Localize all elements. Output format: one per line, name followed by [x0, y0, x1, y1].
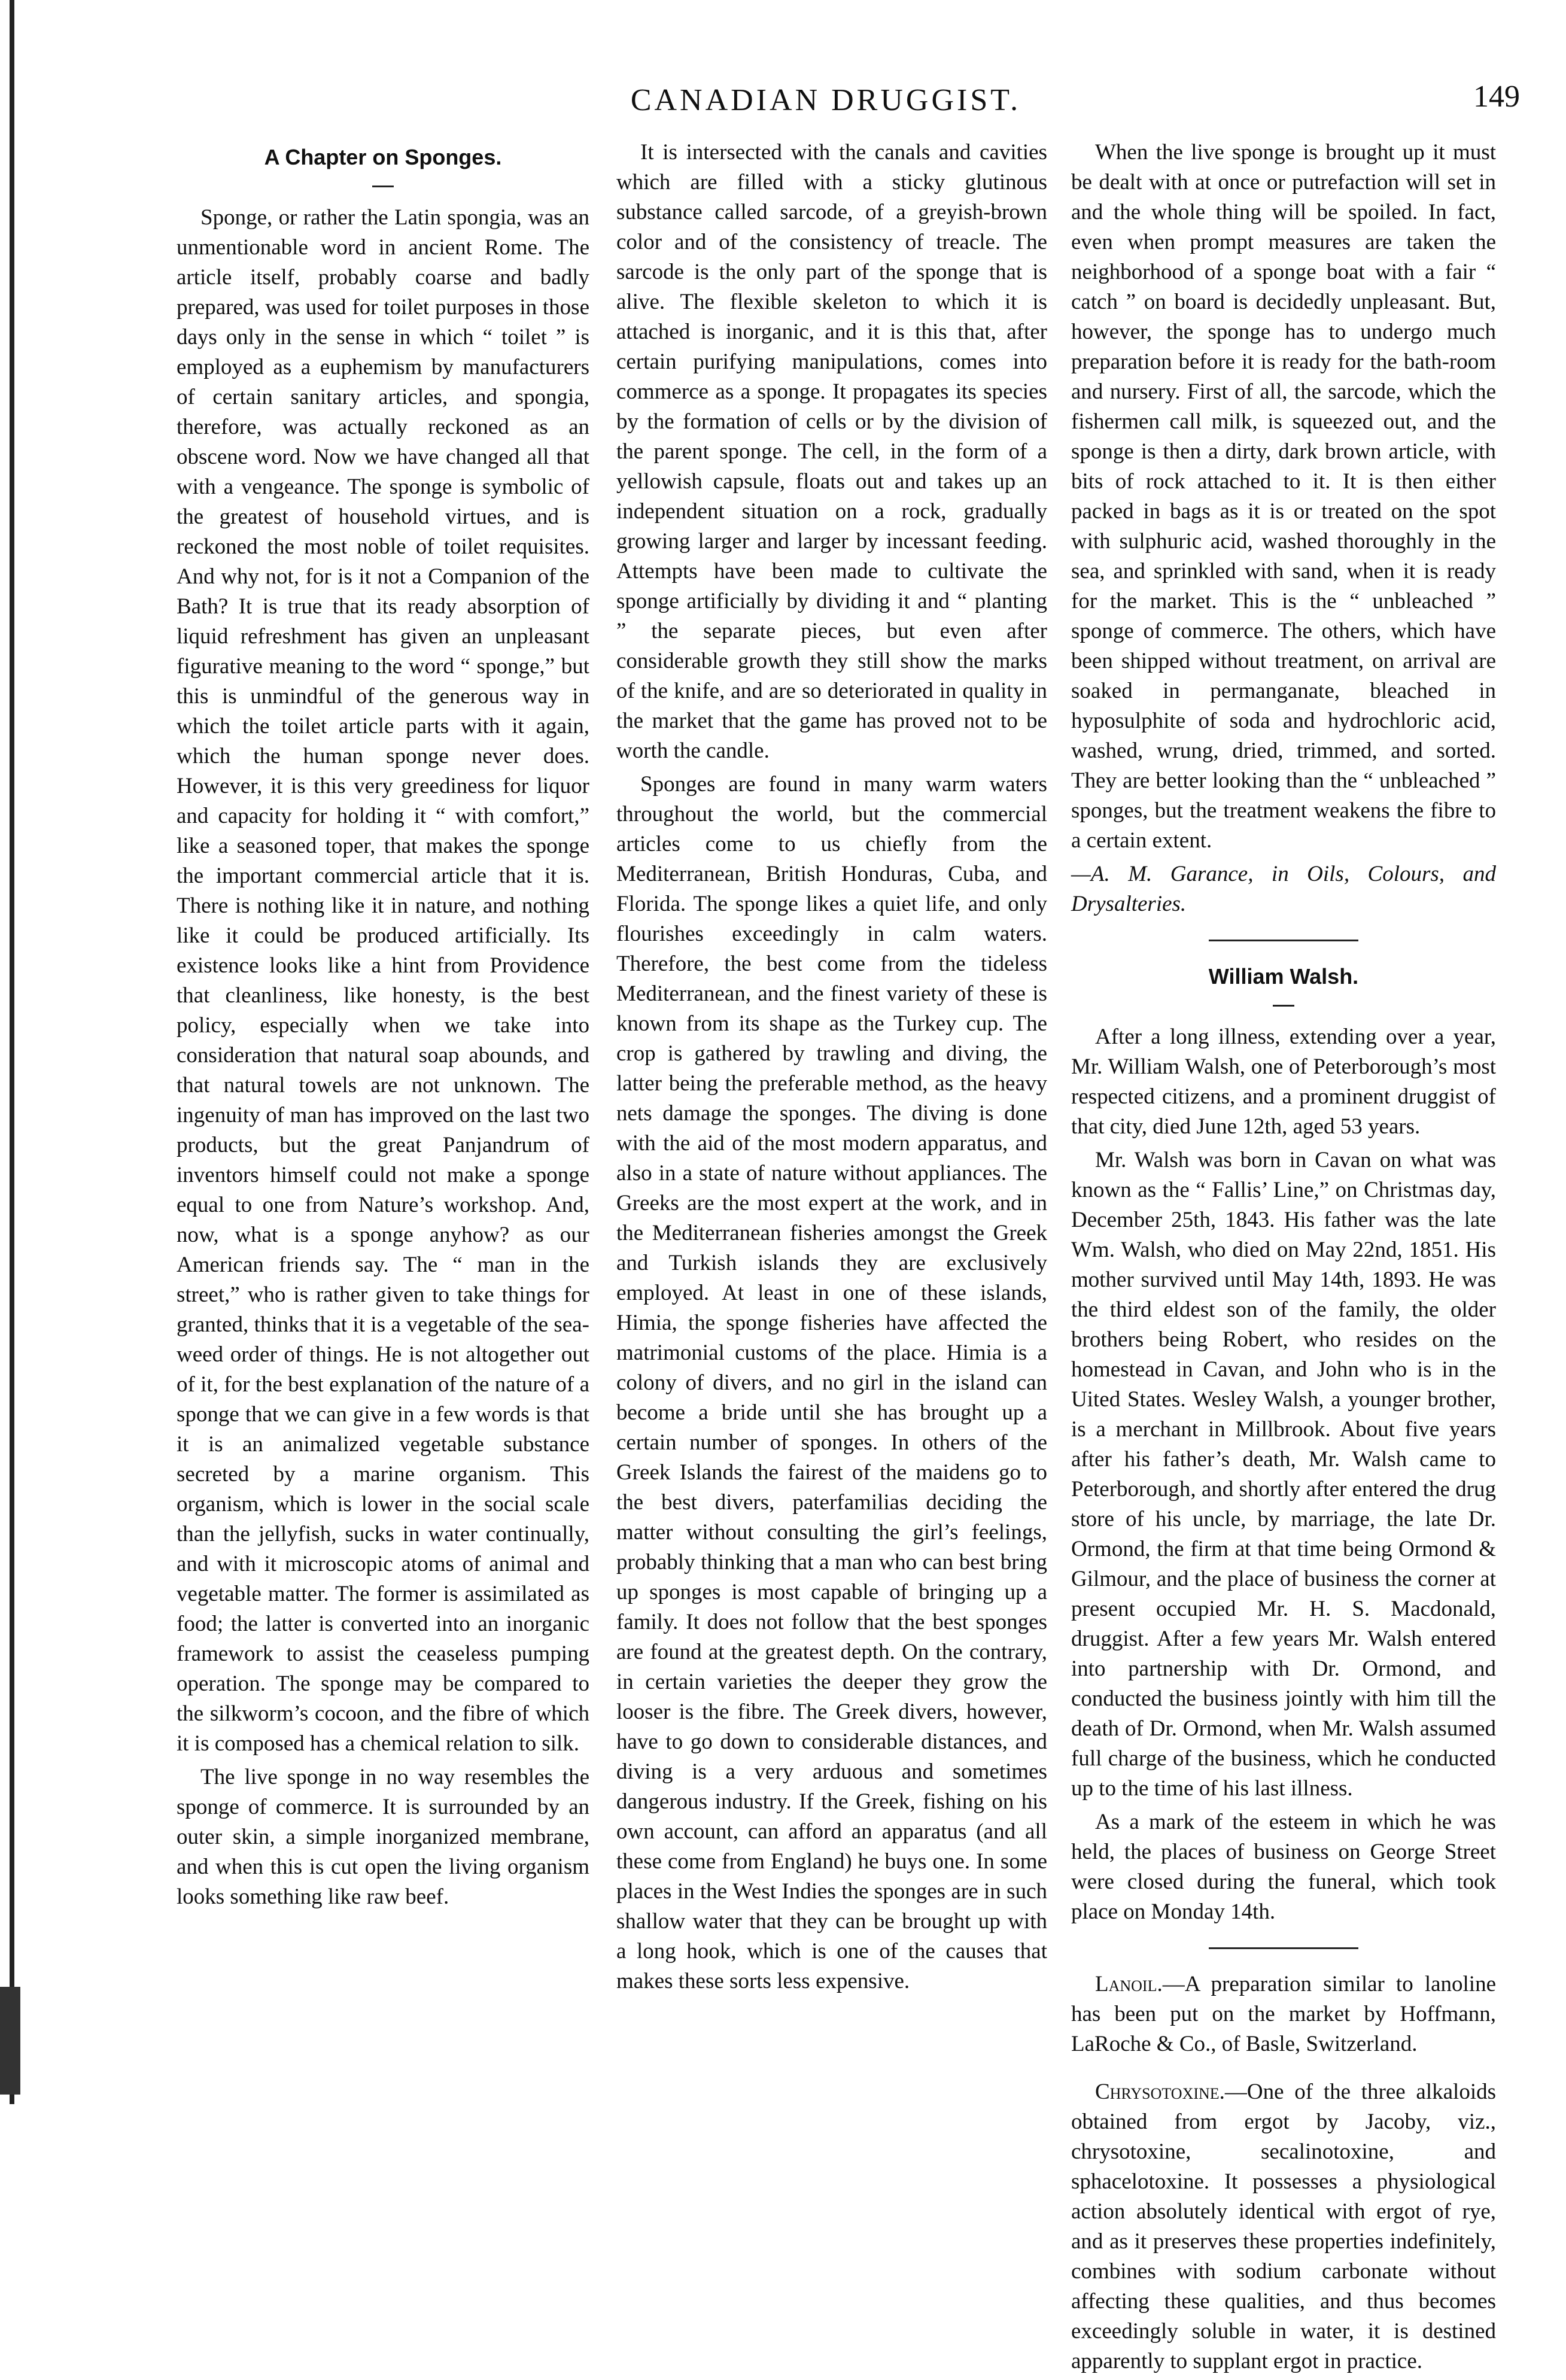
chrysotoxine-term: Chrysotoxine. — [1095, 2080, 1225, 2104]
sponges-paragraph-5: When the live sponge is brought up it must be dealt with at once or putrefaction will set in and the whole thing will be spoiled. In fact, even when prompt measures are taken the neighborhood of a sponge boat with a fair “ catch ” on board is decidedly unpleasant. But, however, the sponge has to undergo much preparation before it is ready for the bath-room and nursery. First of all, the sarcode, which the fishermen call milk, is squeezed out, and the sponge is then a dirty, dark brown article, with bits of rock attached to it. It is then either packed in bags as it is or treated on the spot with sulphuric acid, washed thoroughly in the sea, and sprinkled with sand, when it is ready for the market. This is the “ unbleached ” sponge of commerce. The others, which have been shipped without treatment, on arrival are soaked in permanganate, bleached in hyposulphite of soda and hydrochloric acid, washed, wrung, dried, trimmed, and sorted. They are better looking than the “ unbleached ” sponges, but the treatment weakens the fibre to a certain extent. — [1071, 140, 1496, 853]
binding-fragment — [0, 1987, 20, 2095]
walsh-paragraph-2: Mr. Walsh was born in Cavan on what was known as the “ Fallis’ Line,” on Christmas day, December 25th, 1843. His father was the late Wm. Walsh, who died on May 22nd, 1851. His mother survived until May 14th, 1893. He was the third eldest son of the family, the older brothers being Robert, who resides on the homestead in Cavan, and John who is in the Uited States. Wesley Walsh, a younger brother, is a merchant in Millbrook. About five years after his father’s death, Mr. Walsh came to Peterborough, and shortly after entered the drug store of his uncle, by marriage, the late Dr. Ormond, the firm at that time being Ormond & Gilmour, and the place of business the corner at present occupied Mr. H. S. Macdonald, druggist. After a few years Mr. Walsh entered into partnership with Dr. Ormond, and conducted the business jointly with him till the death of Dr. Ormond, when Mr. Walsh assumed full charge of the business, which he conducted up to the time of his last illness. — [1071, 1148, 1496, 1801]
walsh-heading: William Walsh. — [1208, 964, 1359, 989]
heading-dash — [372, 186, 394, 187]
sponges-heading: A Chapter on Sponges. — [264, 145, 502, 169]
sponges-paragraph-3: It is intersected with the canals and cavities which are filled with a sticky glutinous substance called sarcode, of a greyish-brown color and of the consistency of treacle. The sarcode is the only part of the sponge that is alive. The flexible skeleton to which it is attached is inorganic, and it is this that, after certain purifying manipulations, comes into commerce as a sponge. It propagates its species by the formation of cells or by the division of the parent sponge. The cell, in the form of a yellowish capsule, floats out and takes up an independent situation on a rock, gradually growing larger and larger by incessant feeding. Attempts have been made to cultivate the sponge artificially by dividing it and “ planting ” the separate pieces, but even after considerable growth they still show the marks of the knife, and are so deteriorated in quality in the market that the game has proved not to be worth the candle. — [616, 140, 1047, 763]
sponges-credit: —A. M. Garance, in Oils, Colours, and Drysalteries. — [1071, 862, 1496, 916]
journal-title: CANADIAN DRUGGIST. — [630, 83, 1021, 117]
page-number: 149 — [1473, 80, 1520, 114]
sponges-paragraph-4: Sponges are found in many warm waters throughout the world, but the commercial articles come to us chiefly from the Mediterranean, British Honduras, Cuba, and Florida. The sponge likes a quiet life, and only flourishes exceedingly in calm waters. Therefore, the best come from the tideless Mediterranean, and the finest variety of these is known from its shape as the Turkey cup. The crop is gathered by trawling and diving, the latter being the preferable method, as the heavy nets damage the sponges. The diving is done with the aid of the most modern apparatus, and also in a state of nature without appliances. The Greeks are the most expert at the work, and in the Mediterranean fisheries amongst the Greek and Turkish islands they are exclusively employed. At least in one of these islands, Himia, the sponge fisheries have affected the matrimonial customs of the place. Himia is a colony of divers, and no girl in the island can become a bride until she has brought up a certain number of sponges. In others of the Greek Islands the fairest of the maidens go to the best divers, paterfamilias deciding the matter without consulting the girl’s feelings, probably thinking that a man who can best bring up sponges is most capable of bringing up a family. It does not follow that the best sponges are found at the greatest depth. On the contrary, in certain varieties the deeper they grow the looser is the fibre. The Greek divers, however, have to go down to considerable distances, and diving is a very arduous and sometimes dangerous industry. If the Greek, fishing on his own account, can afford an apparatus (and all these come from England) he buys one. In some places in the West Indies the sponges are in such shallow water that they can be brought up with a long hook, which is one of the causes that makes these sorts less expensive. — [616, 772, 1047, 1993]
lanoil-paragraph — [1071, 1969, 1496, 2059]
sponges-paragraph-2: The live sponge in no way resembles the sponge of commerce. It is surrounded by an outer skin, a simple inorganized membrane, and when this is cut open the living organism looks something like raw beef. — [177, 1765, 589, 1909]
page-binding-edge — [10, 0, 14, 2104]
lanoil-term: Lanoil. — [1095, 1972, 1163, 1996]
section-rule — [1209, 940, 1358, 941]
heading-dash — [1273, 1005, 1294, 1007]
sponges-paragraph-1: Sponge, or rather the Latin spongia, was an unmentionable word in ancient Rome. The article itself, probably coarse and badly prepared, was used for toilet purposes in those days only in the sense in which “ toilet ” is employed as a euphemism by manufacturers of certain sanitary articles, and spongia, therefore, was actually reckoned as an obscene word. Now we have changed all that with a vengeance. The sponge is symbolic of the greatest of household virtues, and is reckoned the most noble of toilet requisites. And why not, for is it not a Companion of the Bath? It is true that its ready absorption of liquid refreshment has given an unpleasant figurative meaning to the word “ sponge,” but this is unmindful of the generous way in which the toilet article parts with it again, which the human sponge never does. However, it is this very greediness for liquor and capacity for holding it “ with comfort,” like a seasoned toper, that makes the sponge the important commercial article that it is. There is nothing like it in nature, and nothing like it could be produced artificially. Its existence looks like a hint from Providence that cleanliness, like honesty, is the best policy, especially when we take into consideration that natural soap abounds, and that natural towels are not unknown. The ingenuity of man has improved on the last two products, but the great Panjandrum of inventors himself could not make a sponge equal to one from Nature’s workshop. And, now, what is a sponge anyhow? as our American friends say. The “ man in the street,” who is rather given to take things for granted, thinks that it is a vegetable of the sea-weed order of things. He is not altogether out of it, for the best explanation of the nature of a sponge that we can give in a few words is that it is an animalized vegetable substance secreted by a marine organism. This organism, which is lower in the social scale than the jellyfish, sucks in water continually, and with it microscopic atoms of animal and vegetable matter. The former is assimilated as food; the latter is converted into an inorganic framework to assist the ceaseless pumping operation. The sponge may be compared to the silkworm’s cocoon, and the fibre of which it is composed has a chemical relation to silk. — [177, 205, 589, 1756]
column-2 — [616, 138, 1047, 2000]
walsh-paragraph-3: As a mark of the esteem in which he was held, the places of business on George Street were closed during the funeral, which took place on Monday 14th. — [1071, 1810, 1496, 1924]
lanoil-text: —A preparation similar to lanoline has been put on the market by Hoffmann, LaRoche & Co., of Basle, Switzerland. — [1071, 1972, 1496, 2056]
chrysotoxine-paragraph — [1071, 2077, 1496, 2376]
chrysotoxine-text: —One of the three alkaloids obtained from ergot by Jacoby, viz., chrysotoxine, secalinotoxine, and sphacelotoxine. It possesses a physiological action absolutely identical with ergot of rye, and as it preserves these properties indefinitely, combines with sodium carbonate without affecting these qualities, and thus becomes exceedingly soluble in water, it is destined apparently to supplant ergot in practice. — [1071, 2080, 1496, 2373]
running-header — [126, 72, 1526, 126]
column-3 — [1071, 138, 1496, 2380]
column-1 — [177, 138, 589, 1916]
walsh-paragraph-1: After a long illness, extending over a year, Mr. William Walsh, one of Peterborough’s most respected citizens, and a prominent druggist of that city, died June 12th, aged 53 years. — [1071, 1025, 1496, 1139]
section-rule — [1209, 1947, 1358, 1949]
